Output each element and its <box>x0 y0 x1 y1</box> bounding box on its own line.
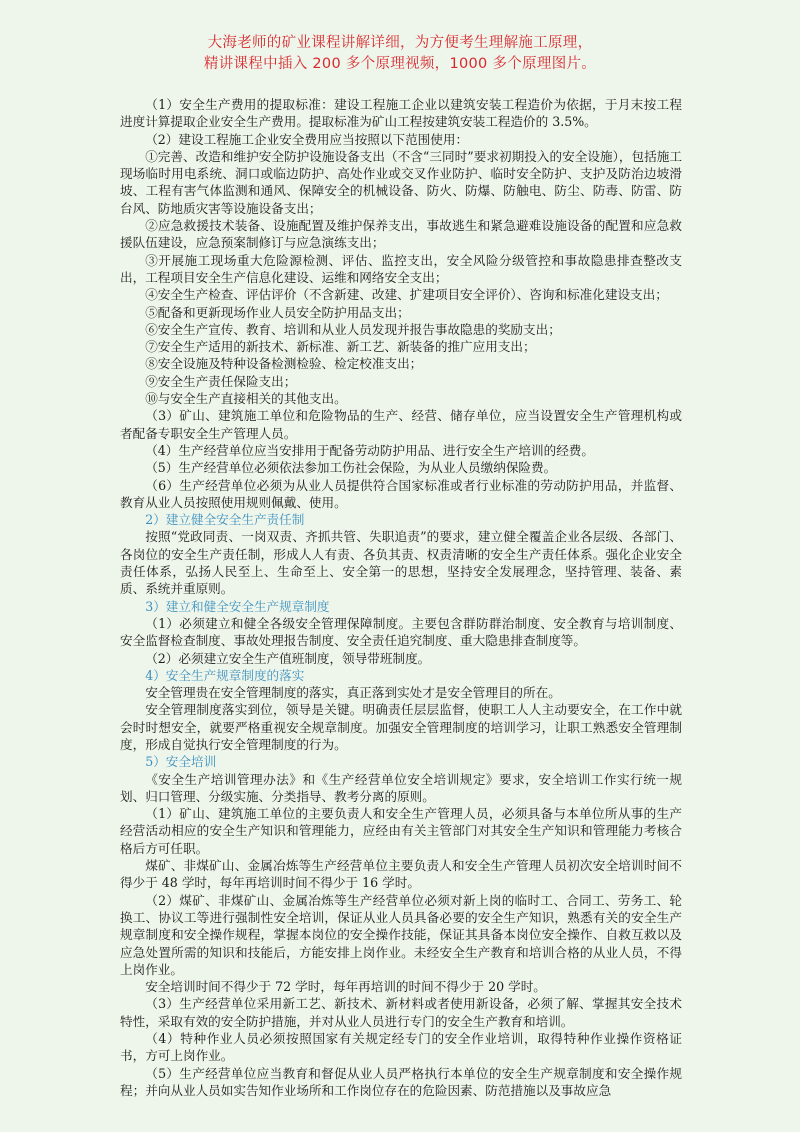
paragraph: （2）煤矿、非煤矿山、金属冶炼等生产经营单位必须对新上岗的临时工、合同工、劳务工、轮换工、协议工等进行强制性安全培训，保证从业人员具备必要的安全生产知识，熟悉有关的安全生产规章制度和安全操作规程，掌握本岗位的安全操作技能，保证其具备本岗位安全操作、自救互救以及应急处置所需的知识和技能后，方能安排上岗作业。未经安全生产教育和培训合格的从业人员，不得上岗作业。 <box>120 892 682 977</box>
section-heading: 5）安全培训 <box>145 754 217 770</box>
paragraph: ⑦安全生产适用的新技术、新标准、新工艺、新装备的推广应用支出； <box>145 339 536 355</box>
paragraph: （1）矿山、建筑施工单位的主要负责人和安全生产管理人员，必须具备与本单位所从事的生产经营活动相应的安全生产知识和管理能力，应经由有关主管部门对其安全生产知识和管理能力考核合格后方可任职。 <box>120 806 682 856</box>
paragraph: （5）生产经营单位应当教育和督促从业人员严格执行本单位的安全生产规章制度和安全操作规程；并向从业人员如实告知作业场所和工作岗位存在的危险因素、防范措施以及事故应急 <box>120 1065 682 1098</box>
paragraph: （1）必须建立和健全各级安全管理保障制度。主要包含群防群治制度、安全教育与培训制度、安全监督检查制度、事故处理报告制度、安全责任追究制度、重大隐患排查制度等。 <box>120 615 682 649</box>
paragraph: （1）安全生产费用的提取标准：建设工程施工企业以建筑安装工程造价为依据，于月末按工程进度计算提取企业安全生产费用。提取标准为矿山工程按建筑安装工程造价的 3.5%。 <box>120 97 682 130</box>
paragraph: ③开展施工现场重大危险源检测、评估、监控支出，安全风险分级管控和事故隐患排查整改支出，工程项目安全生产信息化建设、运维和网络安全支出； <box>120 252 682 285</box>
paragraph: 安全管理制度落实到位，领导是关键。明确责任层层监督，使职工人人主动要安全，在工作中就会时时想安全，就要严格重视安全规章制度。加强安全管理制度的培训学习，让职工熟悉安全管理制度，形成自觉执行安全管理制度的行为。 <box>120 702 682 752</box>
paragraph: （4）特种作业人员必须按照国家有关规定经专门的安全作业培训，取得特种作业操作资格证书，方可上岗作业。 <box>120 1031 682 1064</box>
paragraph: （5）生产经营单位必须依法参加工伤社会保险，为从业人员缴纳保险费。 <box>145 460 557 476</box>
paragraph: （6）生产经营单位必须为从业人员提供符合国家标准或者行业标准的劳动防护用品，并监督、教育从业人员按照使用规则佩戴、使用。 <box>120 477 682 510</box>
paragraph: （4）生产经营单位应当安排用于配备劳动防护用品、进行安全生产培训的经费。 <box>145 442 594 458</box>
section-heading: 3）建立和健全安全生产规章制度 <box>145 598 330 614</box>
paragraph: ⑩与安全生产直接相关的其他支出。 <box>145 391 347 407</box>
paragraph: 按照“党政同责、一岗双责、齐抓共管、失职追责”的要求，建立健全覆盖企业各层级、各部门、各岗位的安全生产责任制，形成人人有责、各负其责、权责清晰的安全生产责任体系。强化企业安全责任体系，弘扬人民至上、生命至上、安全第一的思想，坚持安全发展理念，坚持管理、装备、素质、系统并重原则。 <box>120 529 682 597</box>
paragraph: 《安全生产培训管理办法》和《生产经营单位安全培训规定》要求，安全培训工作实行统一规划、归口管理、分级实施、分类指导、教考分离的原则。 <box>120 771 682 804</box>
paragraph: ⑤配备和更新现场作业人员安全防护用品支出； <box>145 304 410 320</box>
paragraph: （2）建设工程施工企业安全费用应当按照以下范围使用： <box>145 131 469 147</box>
paragraph: ④安全生产检查、评估评价（不含新建、改建、扩建项目安全评价）、咨询和标准化建设支出； <box>145 287 668 303</box>
paragraph: 安全管理贵在安全管理制度的落实，真正落到实处才是安全管理目的所在。 <box>145 685 561 701</box>
paragraph: 安全培训时间不得少于 72 学时，每年再培训的时间不得少于 20 学时。 <box>145 979 546 995</box>
paragraph: （2）必须建立安全生产值班制度，领导带班制度。 <box>145 650 431 666</box>
paragraph: 煤矿、非煤矿山、金属冶炼等生产经营单位主要负责人和安全生产管理人员初次安全培训时间不得少于 48 学时，每年再培训时间不得少于 16 学时。 <box>120 858 682 891</box>
paragraph: （3）生产经营单位采用新工艺、新技术、新材料或者使用新设备，必须了解、掌握其安全技术特性，采取有效的安全防护措施，并对从业人员进行专门的安全生产教育和培训。 <box>120 996 682 1029</box>
paragraph: ①完善、改造和维护安全防护设施设备支出（不含“三同时”要求初期投入的安全设施），包括施工现场临时用电系统、洞口或临边防护、高处作业或交叉作业防护、临时安全防护、支护及防治边坡滑坡、工程有害气体监测和通风、保障安全的机械设备、防火、防爆、防触电、防尘、防毒、防雷、防台风、防地质灾害等设施设备支出； <box>120 148 682 216</box>
paragraph: ⑨安全生产责任保险支出； <box>145 373 297 389</box>
paragraph: ⑥安全生产宣传、教育、培训和从业人员发现并报告事故隐患的奖励支出； <box>145 321 561 337</box>
paragraph: ②应急救援技术装备、设施配置及维护保养支出，事故逃生和紧急避难设施设备的配置和应急救援队伍建设，应急预案制修订与应急演练支出； <box>120 218 682 251</box>
paragraph: ⑧安全设施及特种设备检测检验、检定校准支出； <box>145 356 423 372</box>
section-heading: 2）建立健全安全生产责任制 <box>145 512 305 528</box>
banner-line-2: 精讲课程中插入 200 多个原理视频，1000 多个原理图片。 <box>203 56 597 72</box>
document-body <box>120 96 682 1099</box>
section-heading: 4）安全生产规章制度的落实 <box>145 667 305 683</box>
banner-line-1: 大海老师的矿业课程讲解详细，为方便考生理解施工原理， <box>207 35 593 51</box>
promo-banner <box>0 33 800 75</box>
paragraph: （3）矿山、建筑施工单位和危险物品的生产、经营、储存单位，应当设置安全生产管理机构或者配备专职安全生产管理人员。 <box>120 408 682 441</box>
